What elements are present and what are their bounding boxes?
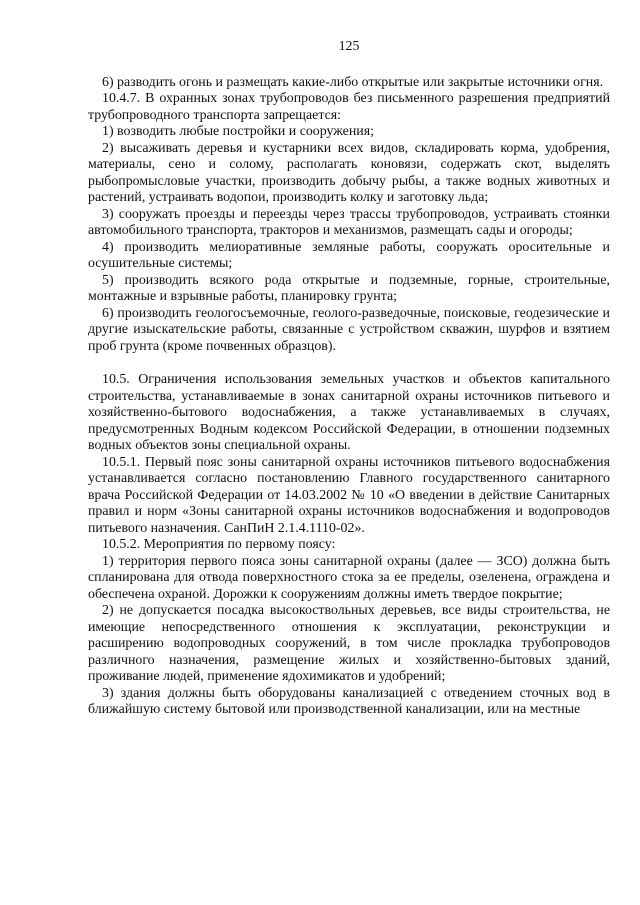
paragraph-10-5-1: 10.5.1. Первый пояс зоны санитарной охраны источников питьевого водоснабжения устанавливается согласно постановлению Главного государственного санитарного врача Российской Федерации от 14.03.2002 № 10 «О введении в действие Санитарных правил и норм «Зоны санитарной охраны источников водоснабжения и водопроводов питьевого назначения. СанПиН 2.1.4.1110-02». bbox=[88, 454, 610, 536]
paragraph-item-6-fire: 6) разводить огонь и размещать какие-либо открытые или закрытые источники огня. bbox=[102, 74, 604, 90]
paragraph-item-3: 3) сооружать проезды и переезды через трассы трубопроводов, устраивать стоянки автомобильного транспорта, тракторов и механизмов, размещать сады и огороды; bbox=[88, 206, 610, 238]
paragraph-zso-item-2: 2) не допускается посадка высокоствольных деревьев, все виды строительства, не имеющие непосредственного отношения к эксплуатации, реконструкции и расширению водопроводных сооружений, в том числе прокладка трубопроводов различного назначения, размещение жилых и хозяйственно-бытовых зданий, проживание людей, применение ядохимикатов и удобрений; bbox=[88, 603, 610, 684]
paragraph-10-5-2: 10.5.2. Мероприятия по первому поясу: bbox=[102, 537, 336, 552]
paragraph-10-5: 10.5. Ограничения использования земельных участков и объектов капитального строительства, устанавливаемые в зонах санитарной охраны источников питьевого и хозяйственно-бытового водоснабжения, а также устанавливаемых в случаях, предусмотренных Водным кодексом Российской Федерации, в отношении подземных водных объектов зоны специальной охраны. bbox=[88, 372, 610, 453]
paragraph-item-2: 2) высаживать деревья и кустарники всех видов, складировать корма, удобрения, материалы, сено и солому, располагать коновязи, содержать скот, выделять рыбопромысловые участки, производить добычу рыбы, а также водных животных и растений, устраивать водопои, производить колку и заготовку льда; bbox=[88, 140, 610, 205]
paragraph-item-6: 6) производить геологосъемочные, геолого-разведочные, поисковые, геодезические и другие изыскательские работы, связанные с устройством скважин, шурфов и взятием проб грунта (кроме почвенных образцов). bbox=[88, 305, 610, 354]
paragraph-item-4: 4) производить мелиоративные земляные работы, сооружать оросительные и осушительные системы; bbox=[88, 239, 610, 271]
paragraph-zso-item-3: 3) здания должны быть оборудованы канализацией с отведением сточных вод в ближайшую систему бытовой или производственной канализации, или на местные bbox=[88, 685, 610, 717]
paragraph-zso-item-1: 1) территория первого пояса зоны санитарной охраны (далее — ЗСО) должна быть спланирована для отвода поверхностного стока за ее пределы, озеленена, ограждена и обеспечена охраной. Дорожки к сооружениям должны иметь твердое покрытие; bbox=[88, 553, 610, 602]
page-number: 125 bbox=[338, 39, 360, 54]
paragraph-item-5: 5) производить всякого рода открытые и подземные, горные, строительные, монтажные и взрывные работы, планировку грунта; bbox=[88, 272, 610, 304]
section-spacer bbox=[88, 355, 610, 372]
paragraph-10-4-7: 10.4.7. В охранных зонах трубопроводов без письменного разрешения предприятий трубопроводного транспорта запрещается: bbox=[88, 91, 610, 123]
paragraph-item-1: 1) возводить любые постройки и сооружения; bbox=[102, 124, 374, 139]
